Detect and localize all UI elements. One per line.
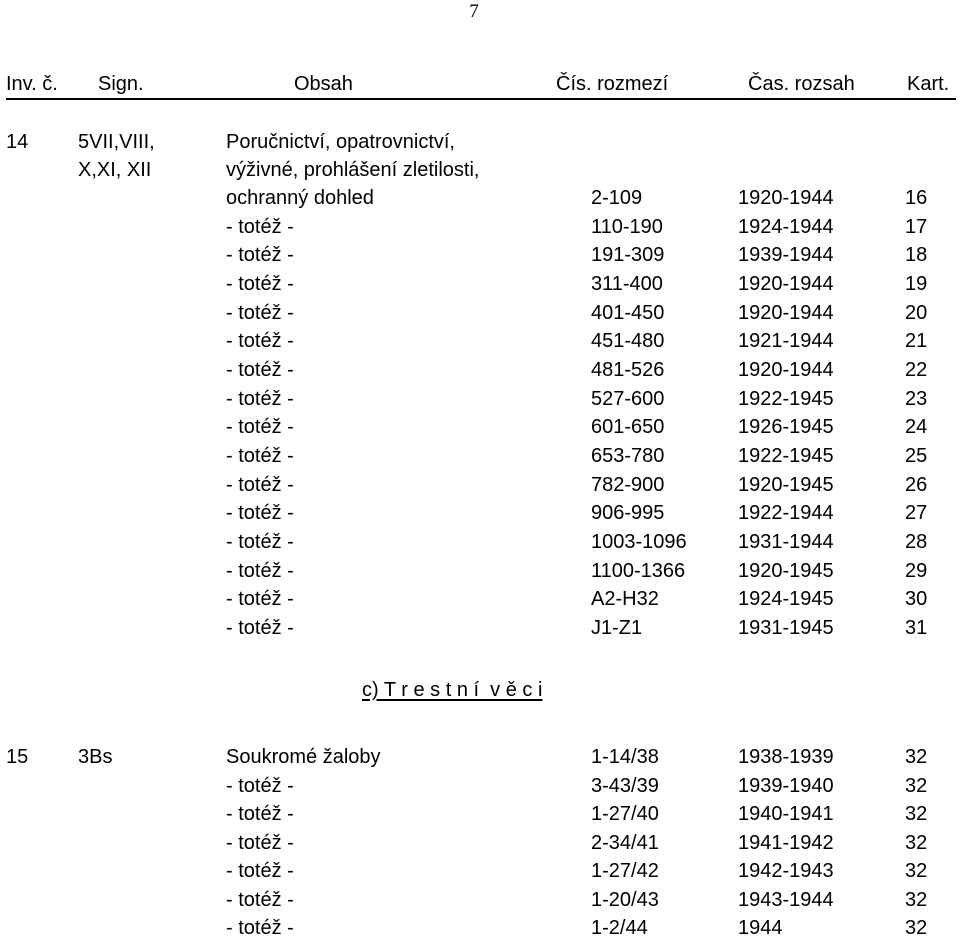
table-cell-cas: 1920-1944 [738, 358, 834, 381]
table-cell-cis: J1-Z1 [591, 616, 643, 639]
header-rule [6, 98, 956, 100]
header-cis-rozmezi: Čís. rozmezí [556, 73, 669, 95]
group14-sign-line2: X,XI, XII [78, 159, 152, 181]
table-cell-cis: 1-27/40 [591, 803, 659, 825]
table-cell-cas: 1922-1944 [738, 502, 834, 525]
table-cell-obsah: - totéž - [226, 559, 294, 582]
header-sign: Sign. [98, 73, 144, 95]
table-cell-obsah: - totéž - [226, 888, 294, 911]
table-cell-cis: 1003-1096 [591, 530, 687, 553]
table-cell-cis: A2-H32 [591, 588, 659, 611]
table-cell-cas: 1931-1945 [738, 616, 834, 639]
table-cell-kart: 31 [905, 616, 928, 639]
table-cell-obsah: - totéž - [226, 774, 294, 797]
table-cell-obsah: Soukromé žaloby [226, 746, 381, 768]
table-cell-kart: 32 [905, 831, 928, 854]
table-cell-cas: 1924-1945 [738, 588, 834, 611]
table-cell-kart: 24 [905, 416, 928, 439]
table-cell-obsah: - totéž - [226, 917, 294, 939]
table-cell-cis: 191-309 [591, 244, 665, 267]
table-cell-cis: 1-20/43 [591, 888, 659, 911]
table-cell-kart: 30 [905, 588, 928, 611]
table-cell-cis: 1-14/38 [591, 746, 659, 768]
table-cell-obsah: - totéž - [226, 358, 294, 381]
table-cell-kart: 27 [905, 502, 928, 525]
table-cell-cis: 481-526 [591, 358, 665, 381]
table-cell-cas: 1922-1945 [738, 444, 834, 467]
table-cell-obsah: - totéž - [226, 860, 294, 882]
header-cas-rozsah: Čas. rozsah [748, 73, 855, 95]
table-cell-kart: 16 [905, 187, 928, 209]
table-cell-cis: 2-109 [591, 187, 643, 209]
table-cell-kart: 17 [905, 215, 928, 238]
table-cell-cas: 1922-1945 [738, 387, 834, 410]
table-cell-cas: 1939-1944 [738, 244, 834, 267]
table-cell-kart: 32 [905, 746, 928, 768]
table-cell-obsah: - totéž - [226, 803, 294, 825]
table-cell-kart: 32 [905, 917, 928, 939]
table-cell-cis: 653-780 [591, 444, 665, 467]
table-cell-cis: 906-995 [591, 502, 665, 525]
group15-sign: 3Bs [78, 746, 113, 768]
table-cell-cis: 2-34/41 [591, 831, 659, 854]
table-cell-kart: 32 [905, 860, 928, 882]
table-cell-kart: 18 [905, 244, 928, 267]
table-cell-obsah: - totéž - [226, 272, 294, 295]
table-cell-cas: 1942-1943 [738, 860, 834, 882]
table-cell-cis: 3-43/39 [591, 774, 659, 797]
section-heading-trestni-veci: c) T r e s t n í v ě c i [362, 679, 543, 701]
group14-sign-line1: 5VII,VIII, [78, 131, 155, 153]
table-cell-kart: 32 [905, 803, 928, 825]
table-cell-cas: 1941-1942 [738, 831, 834, 854]
table-cell-obsah: - totéž - [226, 330, 294, 353]
table-cell-kart: 22 [905, 358, 928, 381]
header-kart: Kart. [907, 73, 950, 95]
table-cell-cas: 1939-1940 [738, 774, 834, 797]
table-cell-cas: 1920-1944 [738, 187, 834, 209]
table-cell-cis: 1-2/44 [591, 917, 648, 939]
group15-inv: 15 [6, 746, 29, 768]
table-cell-obsah: - totéž - [226, 831, 294, 854]
table-cell-obsah: - totéž - [226, 387, 294, 410]
table-cell-cas: 1920-1944 [738, 301, 834, 324]
table-cell-obsah: - totéž - [226, 244, 294, 267]
table-cell-obsah: - totéž - [226, 416, 294, 439]
header-inv: Inv. č. [6, 73, 58, 95]
table-cell-cas: 1924-1944 [738, 215, 834, 238]
table-cell-cis: 311-400 [591, 272, 663, 295]
table-cell-kart: 29 [905, 559, 928, 582]
table-cell-cis: 451-480 [591, 330, 665, 353]
table-cell-kart: 23 [905, 387, 928, 410]
table-cell-obsah: - totéž - [226, 530, 294, 553]
table-cell-cis: 1100-1366 [591, 559, 686, 582]
table-cell-kart: 32 [905, 888, 928, 911]
table-cell-obsah: - totéž - [226, 301, 294, 324]
table-cell-obsah: - totéž - [226, 616, 294, 639]
table-cell-cas: 1943-1944 [738, 888, 834, 911]
table-cell-obsah: - totéž - [226, 444, 294, 467]
table-cell-obsah: - totéž - [226, 588, 294, 611]
table-cell-kart: 32 [905, 774, 928, 797]
table-cell-cas: 1931-1944 [738, 530, 834, 553]
table-cell-kart: 28 [905, 530, 928, 553]
table-cell-kart: 25 [905, 444, 928, 467]
table-cell-cas: 1920-1944 [738, 272, 834, 295]
table-cell-obsah: - totéž - [226, 473, 294, 496]
header-obsah: Obsah [294, 73, 353, 95]
table-cell-kart: 26 [905, 473, 928, 496]
table-cell-cas: 1940-1941 [738, 803, 834, 825]
group14-obsah-line2: výživné, prohlášení zletilosti, [226, 159, 480, 181]
table-cell-obsah: - totéž - [226, 502, 294, 525]
table-cell-obsah: - totéž - [226, 215, 294, 238]
group14-inv: 14 [6, 131, 29, 153]
table-cell-cis: 601-650 [591, 416, 665, 439]
table-cell-cis: 110-190 [591, 215, 663, 238]
table-cell-obsah: ochranný dohled [226, 187, 374, 209]
table-cell-cas: 1938-1939 [738, 746, 834, 768]
table-cell-cis: 1-27/42 [591, 860, 659, 882]
table-cell-kart: 21 [905, 330, 928, 353]
table-cell-cas: 1944 [738, 917, 783, 939]
table-cell-cas: 1920-1945 [738, 559, 834, 582]
table-cell-cis: 401-450 [591, 301, 665, 324]
table-cell-cis: 782-900 [591, 473, 665, 496]
group14-obsah-line1: Poručnictví, opatrovnictví, [226, 131, 455, 153]
table-cell-kart: 19 [905, 272, 928, 295]
table-cell-cas: 1921-1944 [738, 330, 834, 353]
page-number: 7 [469, 1, 479, 22]
table-cell-kart: 20 [905, 301, 928, 324]
table-cell-cas: 1920-1945 [738, 473, 834, 496]
table-cell-cis: 527-600 [591, 387, 665, 410]
table-cell-cas: 1926-1945 [738, 416, 834, 439]
